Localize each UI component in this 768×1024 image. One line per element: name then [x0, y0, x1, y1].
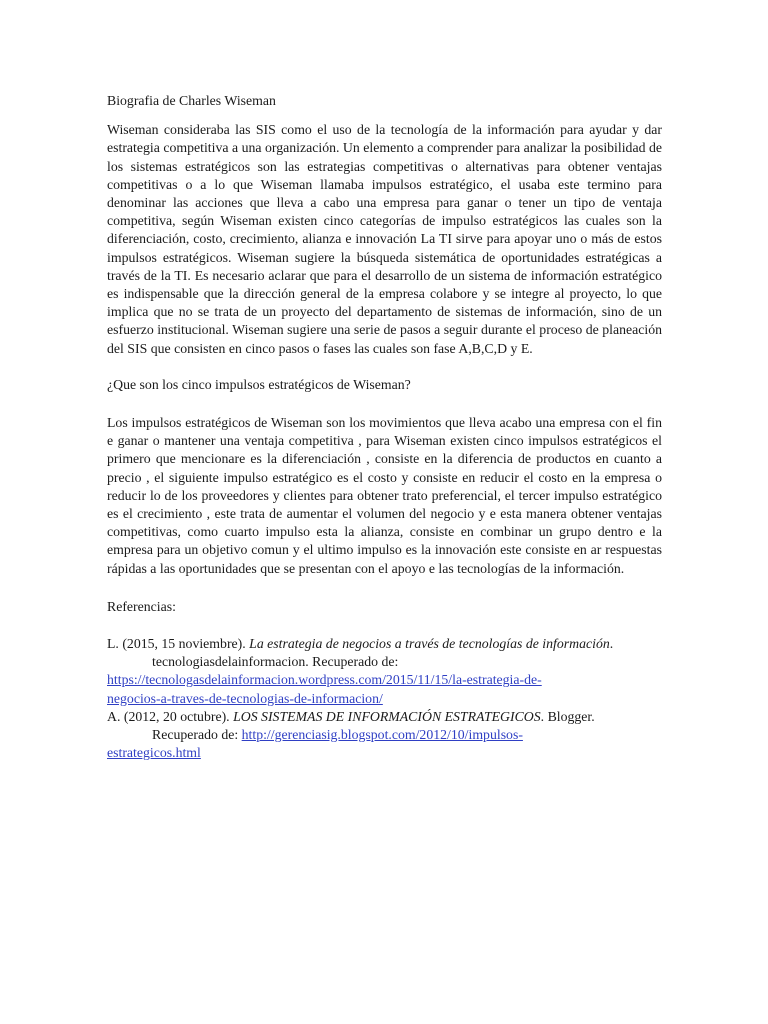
reference-url-part-1[interactable]: http://gerenciasig.blogspot.com/2012/10/impulsos- — [241, 727, 523, 743]
reference-url-part-2[interactable]: estrategicos.html — [107, 745, 201, 761]
reference-author-date: A. (2012, 20 octubre). — [107, 708, 234, 724]
document-title: Biografia de Charles Wiseman — [107, 93, 276, 108]
biography-paragraph: Wiseman consideraba las SIS como el uso de la tecnología de la información para ayudar y dar estrategia competitiva a una organización. Un elemento a comprender para analizar la posibilidad de los sistemas estratégicos son las estrategias competitivas o alternativas para obtener ventajas competitivas o a lo que Wiseman llamaba impulsos estratégico, el usaba este termino para denominar las acciones que lleva a cabo una empresa para ganar o tener un tipo de ventaja competitiva, según Wiseman existen cinco categorías de impulso estratégicos las cuales son la diferenciación, costo, crecimiento, alianza e innovación La TI sirve para apoyar uno o más de estos impulsos estratégicos. Wiseman sugiere la búsqueda sistemática de oportunidades estratégicas a través de la TI. Es necesario aclarar que para el desarrollo de un sistema de información estratégico es indispensable que la dirección general de la empresa colabore y se integre al proyecto, lo que implica que no se trata de un proyecto del departamento de sistemas de información, sino de un esfuerzo institucional. Wiseman sugiere una serie de pasos a seguir durante el proceso de planeación del SIS que consisten en cinco pasos o fases las cuales son fase A,B,C,D y E. — [107, 122, 662, 356]
reference-link[interactable] — [107, 671, 662, 707]
reference-source: . tecnologiasdelainformacion. Recuperado de: — [152, 636, 614, 670]
reference-title: La estrategia de negocios a través de tecnologías de información — [249, 636, 610, 652]
reference-url-part-1[interactable]: https://tecnologasdelainformacion.wordpress.com/2015/11/15/la-estrategia-de- — [107, 672, 542, 688]
reference-title: LOS SISTEMAS DE INFORMACIÓN ESTRATEGICOS — [233, 708, 541, 724]
document-page — [107, 92, 662, 763]
reference-item — [107, 635, 662, 708]
reference-author-date: L. (2015, 15 noviembre). — [107, 636, 250, 652]
impulses-paragraph: Los impulsos estratégicos de Wiseman son los movimientos que lleva acabo una empresa con el fin e ganar o mantener una ventaja competitiva , para Wiseman existen cinco impulsos estratégicos el primero que mencionare es la diferenciación , consiste en la diferencia de productos en cuanto a precio , el siguiente impulso estratégico es el costo y consiste en reducir el costo en la empresa o reducir lo de los proveedores y clientes para obtener trato preferencial, el tercer impulso estratégico es el crecimiento , este trata de aumentar el volumen del negocio y e esta manera obtener ventajas competitivas, como cuarto impulso esta la alianza, consiste en combinar un grupo dentro e la empresa para un objetivo comun y el ultimo impulso es la innovación este consiste en ar respuestas rápidas a las oportunidades que se presentan con el apoyo e las tecnologías de la información. — [107, 415, 662, 576]
reference-item — [107, 708, 662, 763]
section-question-heading: ¿Que son los cinco impulsos estratégicos de Wiseman? — [107, 376, 411, 392]
reference-url-part-2[interactable]: negocios-a-traves-de-tecnologias-de-informacion/ — [107, 690, 383, 706]
references-list — [107, 635, 662, 762]
references-heading: Referencias: — [107, 598, 176, 614]
reference-source: . Blogger. Recuperado de: — [152, 708, 595, 743]
